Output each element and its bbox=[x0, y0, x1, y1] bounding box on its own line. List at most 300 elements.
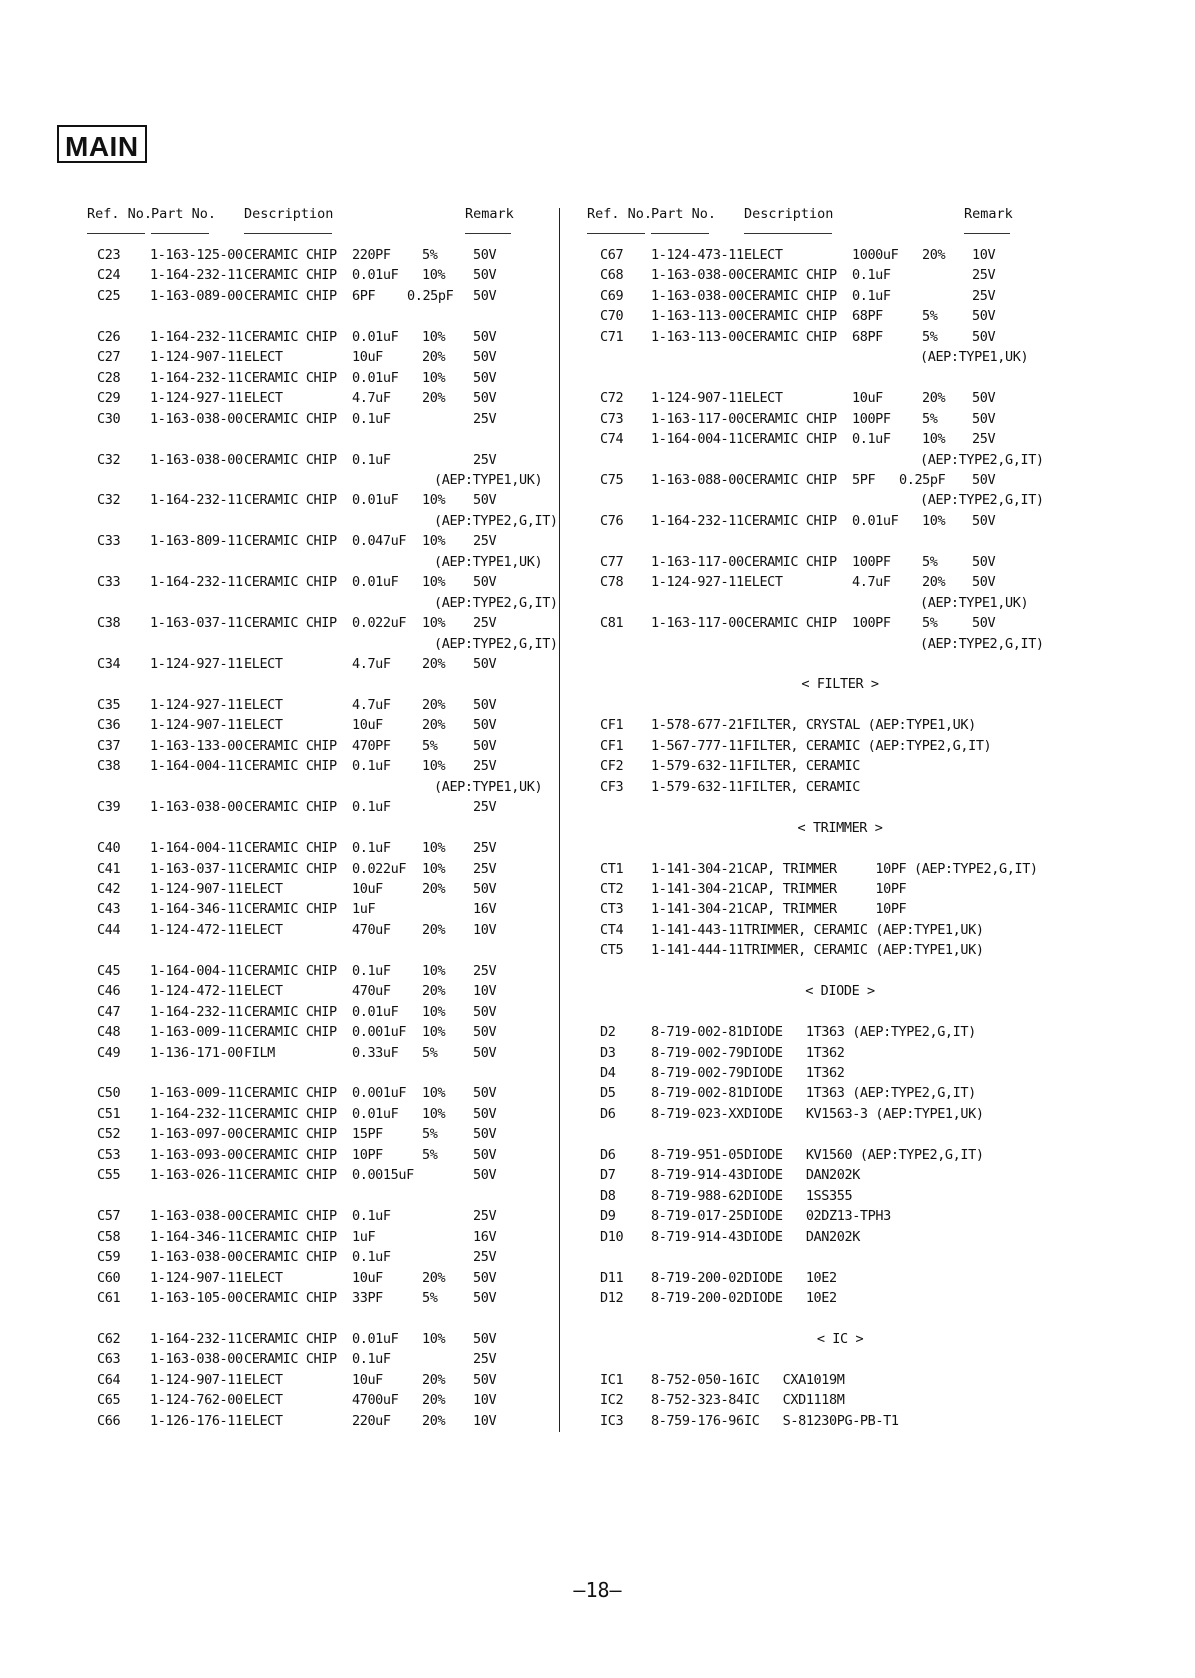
description: DIODE 1SS355 bbox=[744, 1187, 853, 1204]
ref-no: D6 bbox=[600, 1105, 616, 1122]
value: 0.01uF bbox=[352, 267, 399, 284]
ref-no: CF1 bbox=[600, 737, 624, 754]
description: CAP, TRIMMER 10PF bbox=[744, 880, 907, 897]
tolerance: 10% bbox=[422, 533, 446, 550]
part-no: 8-759-176-96 bbox=[651, 1412, 744, 1429]
description: DIODE 10E2 bbox=[744, 1269, 837, 1286]
part-no: 1-579-632-11 bbox=[651, 778, 744, 795]
ref-no: C68 bbox=[600, 267, 624, 284]
voltage: 50V bbox=[473, 696, 497, 713]
part-no: 8-719-951-05 bbox=[651, 1146, 744, 1163]
value: 10uF bbox=[352, 880, 383, 897]
ref-no: IC3 bbox=[600, 1412, 624, 1429]
description: ELECT bbox=[744, 574, 783, 591]
description: CERAMIC CHIP bbox=[244, 615, 337, 632]
table-row bbox=[0, 1104, 984, 1124]
ref-no: C67 bbox=[600, 247, 624, 263]
description: CERAMIC CHIP bbox=[244, 1003, 337, 1020]
value: 0.001uF bbox=[352, 1085, 407, 1102]
voltage: 50V bbox=[473, 369, 497, 386]
voltage: 25V bbox=[473, 1208, 497, 1225]
description: CERAMIC CHIP bbox=[244, 287, 337, 304]
tolerance: 5% bbox=[422, 1126, 438, 1143]
voltage: 50V bbox=[473, 247, 497, 263]
description: CERAMIC CHIP bbox=[244, 369, 337, 386]
description: ELECT bbox=[744, 247, 783, 263]
value: 0.1uF bbox=[352, 758, 391, 775]
table-row bbox=[0, 1268, 837, 1288]
ref-no: CF3 bbox=[600, 778, 624, 795]
voltage: 25V bbox=[473, 962, 497, 979]
tolerance: 20% bbox=[422, 656, 446, 672]
voltage: 50V bbox=[473, 267, 497, 284]
ref-no: CT1 bbox=[600, 860, 624, 877]
voltage: 50V bbox=[473, 349, 497, 366]
part-no: 1-124-927-11 bbox=[150, 656, 243, 672]
page-title: MAIN bbox=[57, 125, 147, 163]
voltage: 50V bbox=[972, 512, 996, 529]
ref-no: C32 bbox=[97, 451, 121, 468]
value: 0.01uF bbox=[852, 512, 899, 529]
ref-no: D5 bbox=[600, 1085, 616, 1102]
value: 1000uF bbox=[852, 247, 899, 263]
remark-note-row bbox=[0, 347, 1029, 367]
part-no: 1-163-009-11 bbox=[150, 1024, 243, 1041]
description: CERAMIC CHIP bbox=[244, 962, 337, 979]
value: 100PF bbox=[852, 615, 891, 632]
tolerance: 5% bbox=[422, 1044, 438, 1061]
description: TRIMMER, CERAMIC (AEP:TYPE1,UK) bbox=[744, 942, 984, 959]
description: CAP, TRIMMER 10PF (AEP:TYPE2,G,IT) bbox=[744, 860, 1038, 877]
part-no: 1-164-004-11 bbox=[150, 840, 243, 857]
table-row bbox=[0, 961, 560, 981]
ref-no: CT2 bbox=[600, 880, 624, 897]
description: ELECT bbox=[244, 696, 283, 713]
voltage: 10V bbox=[473, 1412, 497, 1429]
ref-no: C61 bbox=[97, 1289, 121, 1306]
ref-no: C59 bbox=[97, 1249, 121, 1266]
remark-note: (AEP:TYPE1,UK) bbox=[920, 349, 1029, 366]
table-row bbox=[0, 327, 996, 347]
voltage: 10V bbox=[972, 247, 996, 263]
part-no: 1-163-117-00 bbox=[651, 410, 744, 427]
description: FILTER, CERAMIC bbox=[744, 778, 860, 795]
header-underline bbox=[465, 233, 511, 234]
value: 0.1uF bbox=[852, 267, 891, 284]
ref-no: C52 bbox=[97, 1126, 121, 1143]
ref-no: C66 bbox=[97, 1412, 121, 1429]
voltage: 50V bbox=[972, 574, 996, 591]
tolerance: 20% bbox=[422, 390, 446, 407]
value: 0.047uF bbox=[352, 533, 407, 550]
voltage: 50V bbox=[473, 328, 497, 345]
tolerance: 0.25pF bbox=[407, 287, 454, 304]
voltage: 50V bbox=[473, 1085, 497, 1102]
part-no: 8-719-988-62 bbox=[651, 1187, 744, 1204]
part-no: 1-124-907-11 bbox=[150, 1269, 243, 1286]
voltage: 50V bbox=[473, 1044, 497, 1061]
part-no: 1-163-125-00 bbox=[150, 247, 243, 263]
description: CERAMIC CHIP bbox=[744, 431, 837, 448]
part-no: 1-164-232-11 bbox=[150, 1330, 243, 1347]
table-row bbox=[0, 899, 907, 919]
description: ELECT bbox=[244, 1269, 283, 1286]
value: 4.7uF bbox=[352, 390, 391, 407]
ref-no: C28 bbox=[97, 369, 121, 386]
part-no: 1-164-232-11 bbox=[150, 574, 243, 591]
table-row bbox=[0, 920, 984, 940]
remark-note: (AEP:TYPE2,G,IT) bbox=[920, 492, 1044, 509]
tolerance: 5% bbox=[422, 1289, 438, 1306]
ref-no: C33 bbox=[97, 574, 121, 591]
part-no: 8-719-002-79 bbox=[651, 1044, 744, 1061]
part-no: 1-124-907-11 bbox=[150, 717, 243, 734]
part-no: 1-163-117-00 bbox=[651, 615, 744, 632]
remark-note: (AEP:TYPE2,G,IT) bbox=[434, 594, 558, 611]
tolerance: 10% bbox=[422, 1330, 446, 1347]
voltage: 25V bbox=[972, 431, 996, 448]
value: 100PF bbox=[852, 410, 891, 427]
tolerance: 20% bbox=[422, 717, 446, 734]
table-row bbox=[0, 859, 1038, 879]
value: 470PF bbox=[352, 737, 391, 754]
ref-no: C51 bbox=[97, 1105, 121, 1122]
description: CERAMIC CHIP bbox=[244, 1126, 337, 1143]
part-no: 1-163-038-00 bbox=[651, 287, 744, 304]
table-row bbox=[0, 1370, 845, 1390]
description: CERAMIC CHIP bbox=[744, 328, 837, 345]
table-row bbox=[0, 838, 560, 858]
voltage: 10V bbox=[473, 921, 497, 938]
tolerance: 10% bbox=[422, 1105, 446, 1122]
ref-no: C75 bbox=[600, 471, 624, 488]
section-heading-row bbox=[560, 674, 1120, 694]
value: 0.01uF bbox=[352, 1330, 399, 1347]
ref-no: C41 bbox=[97, 860, 121, 877]
ref-no: C81 bbox=[600, 615, 624, 632]
table-row bbox=[0, 388, 996, 408]
description: CERAMIC CHIP bbox=[244, 533, 337, 550]
description: CERAMIC CHIP bbox=[244, 737, 337, 754]
page-number: —18— bbox=[573, 1578, 622, 1602]
value: 0.01uF bbox=[352, 369, 399, 386]
table-row bbox=[0, 1227, 860, 1247]
table-row bbox=[0, 1390, 845, 1410]
ref-no: D12 bbox=[600, 1289, 624, 1306]
tolerance: 20% bbox=[422, 1412, 446, 1429]
ref-no: D8 bbox=[600, 1187, 616, 1204]
description: CERAMIC CHIP bbox=[244, 1105, 337, 1122]
section-heading-row bbox=[560, 981, 1120, 1001]
table-row bbox=[0, 736, 992, 756]
table-row bbox=[0, 879, 907, 899]
part-no: 1-164-232-11 bbox=[150, 267, 243, 284]
description: CERAMIC CHIP bbox=[244, 492, 337, 509]
section-heading: < DIODE > bbox=[805, 983, 875, 1000]
voltage: 25V bbox=[473, 451, 497, 468]
tolerance: 5% bbox=[922, 328, 938, 345]
table-row bbox=[0, 756, 860, 776]
ref-no: D3 bbox=[600, 1044, 616, 1061]
value: 0.33uF bbox=[352, 1044, 399, 1061]
part-no: 1-163-088-00 bbox=[651, 471, 744, 488]
table-row bbox=[0, 306, 996, 326]
tolerance: 20% bbox=[422, 880, 446, 897]
ref-no: CF2 bbox=[600, 758, 624, 775]
tolerance: 20% bbox=[422, 1371, 446, 1388]
part-no: 8-719-017-25 bbox=[651, 1208, 744, 1225]
value: 4.7uF bbox=[852, 574, 891, 591]
description: CERAMIC CHIP bbox=[744, 553, 837, 570]
voltage: 50V bbox=[972, 390, 996, 407]
tolerance: 10% bbox=[422, 369, 446, 386]
description: CERAMIC CHIP bbox=[244, 1228, 337, 1245]
part-no: 1-163-089-00 bbox=[150, 287, 243, 304]
ref-no: C34 bbox=[97, 656, 121, 672]
tolerance: 10% bbox=[922, 431, 946, 448]
header-part-no: Part No. bbox=[651, 206, 717, 222]
tolerance: 10% bbox=[422, 328, 446, 345]
value: 10uF bbox=[352, 349, 383, 366]
tolerance: 20% bbox=[922, 247, 946, 263]
voltage: 50V bbox=[473, 1146, 497, 1163]
value: 1uF bbox=[352, 901, 376, 918]
tolerance: 5% bbox=[922, 553, 938, 570]
voltage: 50V bbox=[473, 1289, 497, 1306]
remark-note: (AEP:TYPE2,G,IT) bbox=[434, 635, 558, 652]
table-row bbox=[0, 1165, 860, 1185]
value: 4.7uF bbox=[352, 696, 391, 713]
part-no: 1-163-038-00 bbox=[651, 267, 744, 284]
header-underline bbox=[651, 233, 709, 234]
part-no: 1-124-907-11 bbox=[651, 390, 744, 407]
description: ELECT bbox=[244, 983, 283, 1000]
description: CERAMIC CHIP bbox=[244, 410, 337, 427]
description: CERAMIC CHIP bbox=[244, 901, 337, 918]
tolerance: 20% bbox=[422, 349, 446, 366]
ref-no: C60 bbox=[97, 1269, 121, 1286]
table-row bbox=[0, 368, 560, 388]
ref-no: CF1 bbox=[600, 717, 624, 734]
table-row bbox=[0, 695, 560, 715]
value: 0.001uF bbox=[352, 1024, 407, 1041]
value: 10uF bbox=[352, 717, 383, 734]
description: DIODE 10E2 bbox=[744, 1289, 837, 1306]
description: CERAMIC CHIP bbox=[244, 840, 337, 857]
ref-no: D9 bbox=[600, 1208, 616, 1225]
table-row bbox=[0, 265, 996, 285]
description: DIODE DAN202K bbox=[744, 1167, 860, 1184]
ref-no: C35 bbox=[97, 696, 121, 713]
description: CERAMIC CHIP bbox=[244, 267, 337, 284]
table-row bbox=[0, 245, 996, 265]
description: ELECT bbox=[244, 390, 283, 407]
header-underline bbox=[587, 233, 645, 234]
remark-note: (AEP:TYPE1,UK) bbox=[434, 778, 543, 795]
header-ref-no: Ref. No. bbox=[87, 206, 153, 222]
description: ELECT bbox=[744, 390, 783, 407]
ref-no: C37 bbox=[97, 737, 121, 754]
part-no: 1-164-232-11 bbox=[150, 492, 243, 509]
ref-no: C42 bbox=[97, 880, 121, 897]
value: 0.1uF bbox=[852, 287, 891, 304]
description: ELECT bbox=[244, 717, 283, 734]
part-no: 1-124-927-11 bbox=[150, 390, 243, 407]
ref-no: D6 bbox=[600, 1146, 616, 1163]
description: FILTER, CERAMIC bbox=[744, 758, 860, 775]
description: CERAMIC CHIP bbox=[744, 512, 837, 529]
tolerance: 5% bbox=[422, 1146, 438, 1163]
voltage: 50V bbox=[473, 287, 497, 304]
ref-no: D4 bbox=[600, 1065, 616, 1081]
voltage: 50V bbox=[473, 1024, 497, 1041]
description: CERAMIC CHIP bbox=[244, 799, 337, 816]
ref-no: C53 bbox=[97, 1146, 121, 1163]
part-no: 1-163-113-00 bbox=[651, 308, 744, 325]
description: CERAMIC CHIP bbox=[744, 615, 837, 632]
ref-no: C74 bbox=[600, 431, 624, 448]
part-no: 1-163-105-00 bbox=[150, 1289, 243, 1306]
voltage: 16V bbox=[473, 1228, 497, 1245]
tolerance: 10% bbox=[422, 574, 446, 591]
tolerance: 5% bbox=[422, 737, 438, 754]
voltage: 25V bbox=[473, 615, 497, 632]
ref-no: C58 bbox=[97, 1228, 121, 1245]
part-no: 1-164-004-11 bbox=[150, 758, 243, 775]
value: 6PF bbox=[352, 287, 376, 304]
tolerance: 10% bbox=[422, 962, 446, 979]
ref-no: C26 bbox=[97, 328, 121, 345]
description: ELECT bbox=[244, 1412, 283, 1429]
table-row bbox=[0, 1329, 560, 1349]
value: 68PF bbox=[852, 308, 883, 325]
description: CERAMIC CHIP bbox=[244, 574, 337, 591]
table-row bbox=[0, 511, 996, 531]
description: IC CXD1118M bbox=[744, 1392, 845, 1409]
voltage: 50V bbox=[473, 1003, 497, 1020]
ref-no: C65 bbox=[97, 1392, 121, 1409]
part-no: 1-124-472-11 bbox=[150, 921, 243, 938]
table-row bbox=[0, 1206, 891, 1226]
description: ELECT bbox=[244, 656, 283, 672]
header-description: Description bbox=[744, 206, 834, 222]
tolerance: 5% bbox=[922, 615, 938, 632]
table-row bbox=[0, 1145, 984, 1165]
description: ELECT bbox=[244, 921, 283, 938]
part-no: 1-136-171-00 bbox=[150, 1044, 243, 1061]
description: DIODE KV1560 (AEP:TYPE2,G,IT) bbox=[744, 1146, 984, 1163]
description: ELECT bbox=[244, 1371, 283, 1388]
part-no: 1-163-038-00 bbox=[150, 1208, 243, 1225]
table-row bbox=[0, 429, 996, 449]
part-no: 1-578-677-21 bbox=[651, 717, 744, 734]
table-row bbox=[0, 1186, 853, 1206]
value: 0.01uF bbox=[352, 492, 399, 509]
ref-no: C72 bbox=[600, 390, 624, 407]
voltage: 50V bbox=[473, 737, 497, 754]
tolerance: 20% bbox=[422, 1392, 446, 1409]
voltage: 50V bbox=[473, 390, 497, 407]
description: FILM bbox=[244, 1044, 275, 1061]
description: ELECT bbox=[244, 1392, 283, 1409]
part-no: 1-124-472-11 bbox=[150, 983, 243, 1000]
section-heading-row bbox=[560, 1329, 1120, 1349]
value: 0.1uF bbox=[352, 799, 391, 816]
header-part-no: Part No. bbox=[151, 206, 217, 222]
value: 0.1uF bbox=[352, 840, 391, 857]
table-row bbox=[0, 1063, 845, 1083]
value: 1uF bbox=[352, 1228, 376, 1245]
part-no: 1-163-038-00 bbox=[150, 799, 243, 816]
description: CERAMIC CHIP bbox=[244, 1330, 337, 1347]
tolerance: 10% bbox=[422, 1085, 446, 1102]
description: CERAMIC CHIP bbox=[244, 328, 337, 345]
voltage: 25V bbox=[972, 287, 996, 304]
part-no: 1-163-093-00 bbox=[150, 1146, 243, 1163]
voltage: 10V bbox=[473, 983, 497, 1000]
value: 0.01uF bbox=[352, 574, 399, 591]
voltage: 25V bbox=[972, 267, 996, 284]
table-row bbox=[0, 1124, 560, 1144]
table-row bbox=[0, 1349, 560, 1369]
ref-no: C25 bbox=[97, 287, 121, 304]
tolerance: 10% bbox=[922, 512, 946, 529]
voltage: 25V bbox=[473, 840, 497, 857]
value: 0.022uF bbox=[352, 615, 407, 632]
value: 10PF bbox=[352, 1146, 383, 1163]
tolerance: 5% bbox=[922, 308, 938, 325]
header-ref-no: Ref. No. bbox=[587, 206, 653, 222]
value: 470uF bbox=[352, 983, 391, 1000]
description: CERAMIC CHIP bbox=[744, 410, 837, 427]
description: DIODE 1T363 (AEP:TYPE2,G,IT) bbox=[744, 1024, 976, 1041]
part-no: 1-141-304-21 bbox=[651, 880, 744, 897]
tolerance: 10% bbox=[422, 1003, 446, 1020]
ref-no: C30 bbox=[97, 410, 121, 427]
description: CERAMIC CHIP bbox=[244, 1085, 337, 1102]
tolerance: 20% bbox=[922, 574, 946, 591]
tolerance: 10% bbox=[422, 1024, 446, 1041]
header-underline bbox=[244, 233, 332, 234]
ref-no: C33 bbox=[97, 533, 121, 550]
value: 10uF bbox=[352, 1269, 383, 1286]
section-heading: < IC > bbox=[816, 1330, 864, 1347]
description: CERAMIC CHIP bbox=[744, 308, 837, 325]
voltage: 50V bbox=[473, 880, 497, 897]
part-no: 8-719-200-02 bbox=[651, 1289, 744, 1306]
part-no: 1-164-232-11 bbox=[150, 369, 243, 386]
part-no: 8-719-002-81 bbox=[651, 1024, 744, 1041]
value: 0.1uF bbox=[352, 451, 391, 468]
part-no: 1-124-473-11 bbox=[651, 247, 744, 263]
value: 0.1uF bbox=[352, 962, 391, 979]
section-heading: < FILTER > bbox=[801, 676, 879, 693]
part-no: 1-124-762-00 bbox=[150, 1392, 243, 1409]
description: CERAMIC CHIP bbox=[244, 451, 337, 468]
ref-no: C38 bbox=[97, 758, 121, 775]
table-row bbox=[0, 654, 560, 674]
value: 100PF bbox=[852, 553, 891, 570]
voltage: 50V bbox=[473, 1371, 497, 1388]
part-no: 1-141-304-21 bbox=[651, 901, 744, 918]
tolerance: 20% bbox=[922, 390, 946, 407]
description: CERAMIC CHIP bbox=[244, 1167, 337, 1184]
table-row bbox=[0, 797, 560, 817]
description: IC CXA1019M bbox=[744, 1371, 845, 1388]
description: ELECT bbox=[244, 880, 283, 897]
remark-note: (AEP:TYPE1,UK) bbox=[434, 471, 543, 488]
ref-no: C55 bbox=[97, 1167, 121, 1184]
